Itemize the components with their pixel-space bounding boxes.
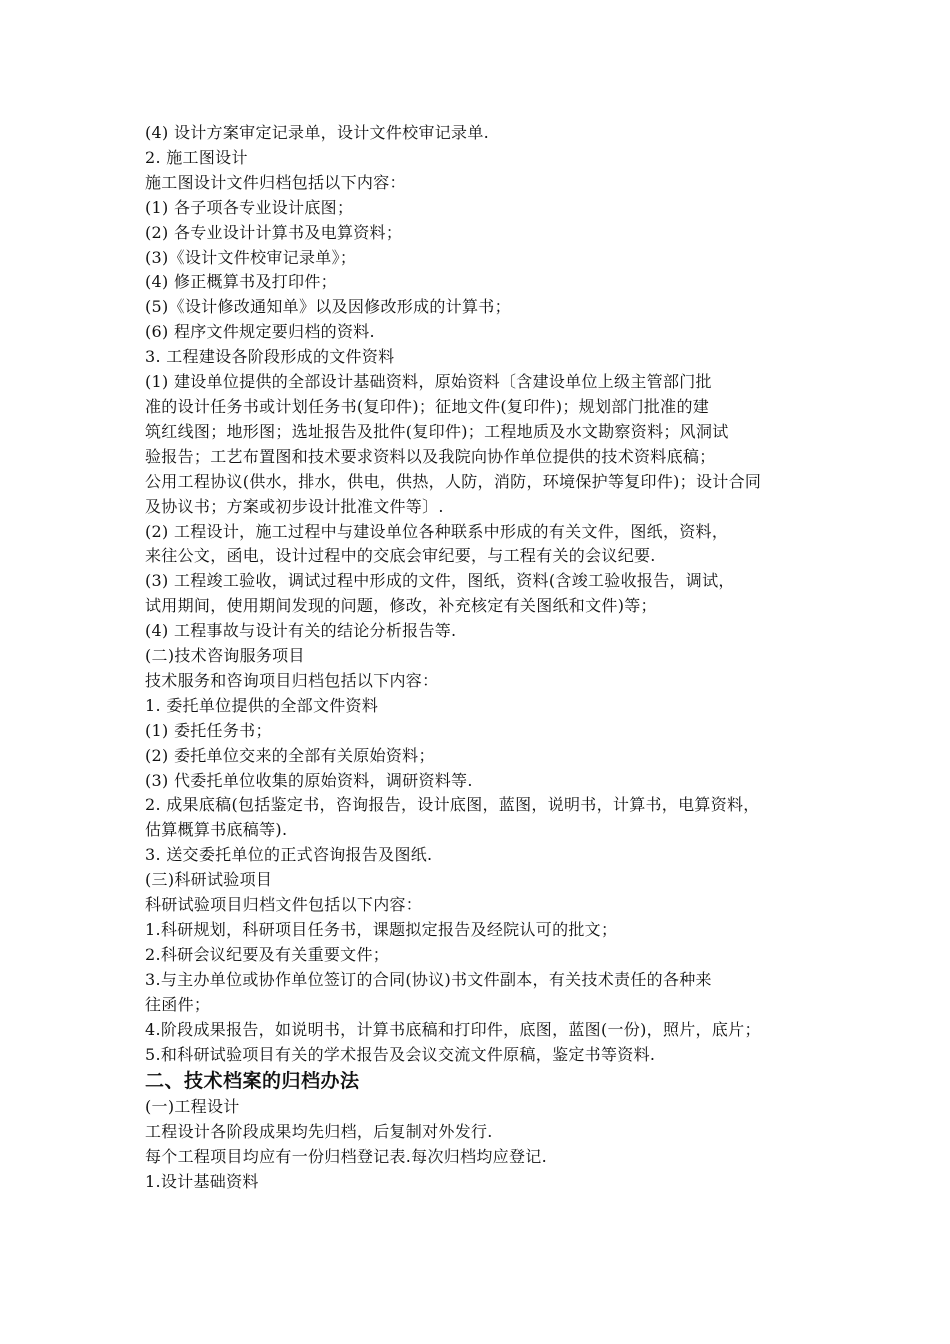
text-line: 2.科研会议纪要及有关重要文件； — [145, 944, 390, 964]
text-line: (1) 建设单位提供的全部设计基础资料，原始资料〔含建设单位上级主管部门批 — [145, 372, 712, 392]
text-line: (三)科研试验项目 — [145, 870, 273, 890]
text-line: 3.与主办单位或协作单位签订的合同(协议)书文件副本，有关技术责任的各种来 — [145, 969, 712, 989]
text-line: 3. 工程建设各阶段形成的文件资料 — [145, 347, 395, 367]
text-line: (4) 工程事故与设计有关的结论分析报告等. — [145, 621, 457, 641]
document-page — [145, 121, 810, 1195]
text-line: (2) 委托单位交来的全部有关原始资料； — [145, 745, 435, 765]
text-line: 每个工程项目均应有一份归档登记表.每次归档均应登记. — [145, 1147, 547, 1167]
text-line: (6) 程序文件规定要归档的资料. — [145, 322, 375, 342]
text-line: 估算概算书底稿等). — [145, 820, 288, 840]
text-line: 工程设计各阶段成果均先归档，后复制对外发行. — [145, 1122, 493, 1142]
text-line: 试用期间，使用期间发现的问题，修改，补充核定有关图纸和文件)等； — [145, 596, 657, 616]
text-line: (2) 各专业设计计算书及电算资料； — [145, 222, 403, 242]
text-line: 技术服务和咨询项目归档包括以下内容： — [145, 670, 439, 690]
text-line: 1.设计基础资料 — [145, 1172, 259, 1192]
text-line: 2. 施工图设计 — [145, 147, 248, 167]
text-line: (一)工程设计 — [145, 1097, 240, 1117]
text-line: (1) 各子项各专业设计底图； — [145, 197, 354, 217]
text-line: (3) 代委托单位收集的原始资料，调研资料等. — [145, 770, 473, 790]
text-line: 1.科研规划，科研项目任务书，课题拟定报告及经院认可的批文； — [145, 920, 618, 939]
text-line: (1) 委托任务书； — [145, 720, 272, 740]
text-line: 2. 成果底稿(包括鉴定书，咨询报告，设计底图，蓝图，说明书，计算书，电算资料， — [145, 795, 760, 815]
text-line: 施工图设计文件归档包括以下内容： — [145, 172, 406, 192]
text-line: 3. 送交委托单位的正式咨询报告及图纸. — [145, 845, 433, 865]
text-line: (二)技术咨询服务项目 — [145, 646, 305, 666]
text-line: (5)《设计修改通知单》以及因修改形成的计算书； — [145, 297, 511, 317]
text-line: 准的设计任务书或计划任务书(复印件)；征地文件(复印件)；规划部门批准的建 — [145, 396, 710, 416]
text-line: 1. 委托单位提供的全部文件资料 — [145, 695, 379, 715]
text-line: 科研试验项目归档文件包括以下内容： — [145, 895, 423, 915]
text-line: 公用工程协议(供水，排水，供电，供热，人防，消防，环境保护等复印件)；设计合同 — [145, 471, 762, 491]
text-line: 往函件； — [145, 994, 211, 1014]
text-line: 5.和科研试验项目有关的学术报告及会议交流文件原稿，鉴定书等资料. — [145, 1044, 656, 1064]
text-line: (3)《设计文件校审记录单》； — [145, 247, 357, 267]
text-line: 验报告；工艺布置图和技术要求资料以及我院向协作单位提供的技术资料底稿； — [145, 446, 716, 466]
text-line: (2) 工程设计，施工过程中与建设单位各种联系中形成的有关文件，图纸，资料， — [145, 521, 729, 541]
text-line: (4) 修正概算书及打印件； — [145, 272, 337, 292]
text-line: 及协议书；方案或初步设计批准文件等〕. — [145, 496, 444, 516]
text-line: 来往公文，函电，设计过程中的交底会审纪要，与工程有关的会议纪要. — [145, 546, 656, 566]
section-heading: 二、技术档案的归档办法 — [145, 1070, 360, 1093]
text-line: (4) 设计方案审定记录单，设计文件校审记录单. — [145, 123, 490, 142]
text-line: 4.阶段成果报告，如说明书，计算书底稿和打印件，底图，蓝图(一份)，照片，底片； — [145, 1019, 761, 1039]
text-line: (3) 工程竣工验收，调试过程中形成的文件，图纸，资料(含竣工验收报告，调试， — [145, 571, 735, 591]
text-line: 筑红线图；地形图；选址报告及批件(复印件)；工程地质及水文勘察资料；风洞试 — [145, 421, 729, 441]
